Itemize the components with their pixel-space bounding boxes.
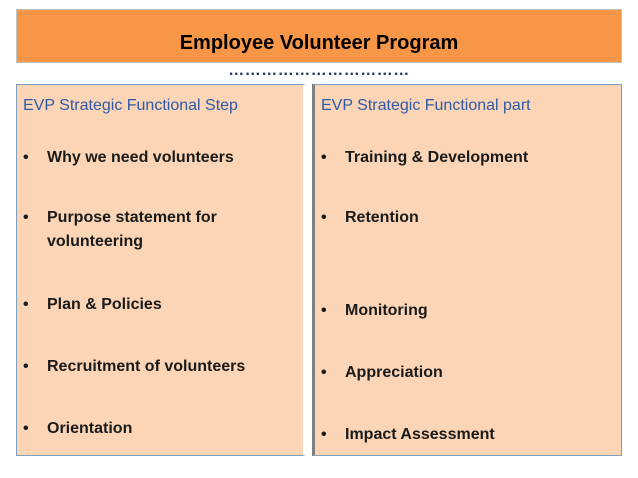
- list-item: [23, 417, 132, 441]
- list-item: [23, 293, 162, 317]
- right-panel-heading: EVP Strategic Functional part: [321, 97, 531, 114]
- bullet-icon: •: [321, 364, 327, 381]
- list-item: [321, 361, 443, 385]
- list-item-text-continued: volunteering: [47, 233, 144, 250]
- list-item-text: Why we need volunteers: [47, 149, 234, 166]
- left-panel-heading: EVP Strategic Functional Step: [23, 97, 238, 114]
- list-item-text: Monitoring: [345, 302, 428, 319]
- list-item: [23, 206, 217, 254]
- bullet-icon: •: [23, 209, 29, 226]
- list-item: [321, 146, 528, 170]
- bullet-icon: •: [321, 426, 327, 443]
- list-item: [321, 423, 495, 447]
- bullet-icon: •: [23, 149, 29, 166]
- list-item-text: Purpose statement for: [47, 209, 217, 226]
- list-item-text: Plan & Policies: [47, 296, 162, 313]
- bullet-icon: •: [321, 209, 327, 226]
- list-item: [23, 146, 234, 170]
- bullet-icon: •: [23, 296, 29, 313]
- bullet-icon: •: [23, 358, 29, 375]
- bullet-icon: •: [321, 149, 327, 166]
- title-banner: [16, 9, 622, 79]
- list-item-text: Recruitment of volunteers: [47, 358, 246, 375]
- left-panel: [16, 84, 306, 456]
- list-item-text: Impact Assessment: [345, 426, 495, 443]
- bullet-icon: •: [23, 420, 29, 437]
- list-item: [321, 299, 428, 323]
- list-item-text: Orientation: [47, 420, 133, 437]
- list-item-text: Appreciation: [345, 364, 443, 381]
- list-item: [23, 355, 245, 379]
- right-panel: [312, 84, 622, 456]
- title-dotted-underline: ……………………………: [228, 62, 410, 79]
- list-item-text: Retention: [345, 209, 419, 226]
- bullet-icon: •: [321, 302, 327, 319]
- slide-title: Employee Volunteer Program: [179, 32, 459, 54]
- list-item-text: Training & Development: [345, 149, 529, 166]
- list-item: [321, 206, 419, 230]
